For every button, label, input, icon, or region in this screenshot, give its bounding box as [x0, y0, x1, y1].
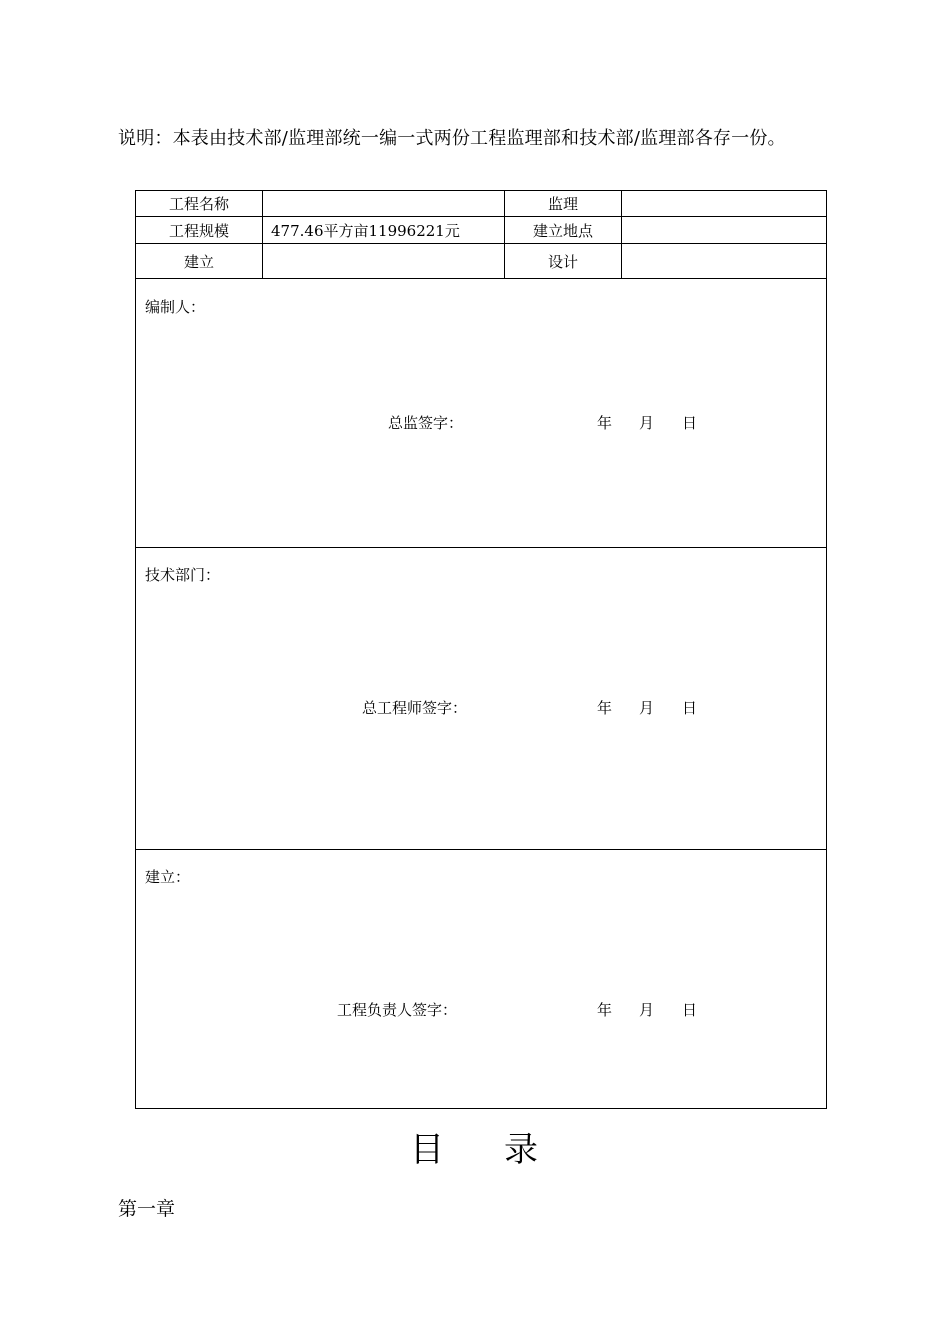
supervision-value — [622, 191, 827, 216]
construction-section-label: 建立： — [145, 868, 191, 886]
construction-value — [263, 244, 504, 278]
date-day: 日 — [682, 414, 698, 432]
site-location-value — [622, 217, 827, 243]
project-scale-value: 477.46平方亩11996221元 — [271, 221, 460, 240]
row-divider — [136, 278, 826, 279]
construction-label: 建立 — [183, 252, 214, 271]
design-label: 设计 — [547, 252, 578, 271]
project-name-value — [263, 191, 504, 216]
chapter-heading: 第一章 — [118, 1198, 176, 1220]
date-day: 日 — [682, 1001, 698, 1019]
section-divider — [136, 849, 826, 850]
chief-engineer-signature-label: 总工程师签字： — [362, 699, 468, 717]
date-month: 月 — [639, 1001, 655, 1019]
design-value — [622, 244, 827, 278]
site-location-label: 建立地点 — [532, 221, 593, 240]
project-manager-signature-label: 工程负责人签字： — [337, 1001, 458, 1019]
form-note: 说明：本表由技术部/监理部统一编一式两份工程监理部和技术部/监理部各存一份。 — [118, 128, 786, 149]
toc-title-char: 目 — [410, 1130, 446, 1170]
date-month: 月 — [639, 414, 655, 432]
date-year: 年 — [597, 699, 613, 717]
toc-title-char: 录 — [504, 1130, 540, 1170]
toc-title — [0, 1122, 950, 1171]
project-scale-label: 工程规模 — [168, 221, 229, 240]
chief-supervisor-signature-label: 总监签字： — [388, 414, 464, 432]
project-name-label: 工程名称 — [168, 195, 229, 213]
date-year: 年 — [597, 414, 613, 432]
date-year: 年 — [597, 1001, 613, 1019]
date-month: 月 — [639, 699, 655, 717]
date-day: 日 — [682, 699, 698, 717]
section-divider — [136, 547, 826, 548]
approval-form — [135, 190, 827, 1109]
supervision-label: 监理 — [547, 195, 578, 213]
technical-dept-label: 技术部门： — [145, 566, 221, 584]
compiler-label: 编制人： — [145, 298, 206, 316]
